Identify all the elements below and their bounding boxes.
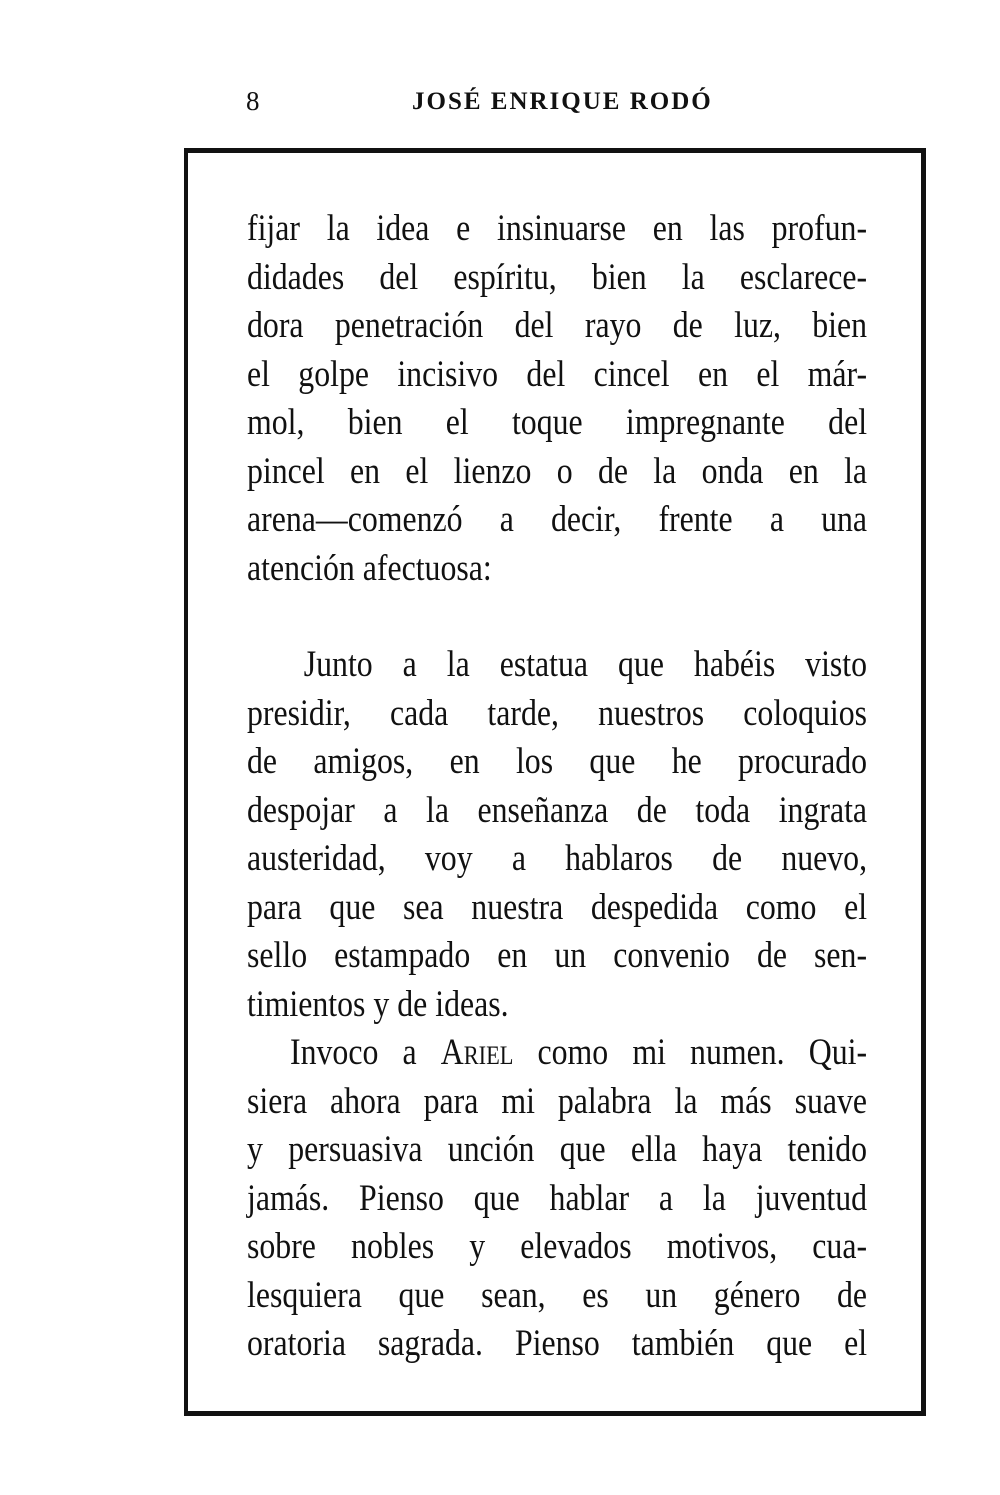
paragraph-continued bbox=[247, 205, 867, 593]
ariel-name: Ariel bbox=[440, 1032, 514, 1073]
text-line: jamás. Pienso que hablar a la juventud bbox=[247, 1177, 868, 1219]
running-head bbox=[0, 78, 1000, 128]
text-line: sobre nobles y elevados motivos, cua- bbox=[247, 1226, 868, 1267]
text-line: mol, bien el toque impregnante del bbox=[247, 402, 868, 443]
text-line: fijar la idea e insinuarse en las profun- bbox=[247, 208, 868, 249]
text-line: oratoria sagrada. Pienso también que el bbox=[247, 1323, 868, 1364]
text-line: Junto a la estatua que habéis visto bbox=[303, 644, 868, 685]
paragraph-invoco bbox=[247, 1029, 867, 1369]
text-line: didades del espíritu, bien la esclarece- bbox=[247, 256, 868, 298]
text-line: timientos y de ideas. bbox=[247, 983, 509, 1025]
text-line: para que sea nuestra despedida como el bbox=[247, 886, 868, 928]
text-fragment: Invoco a bbox=[290, 1032, 441, 1073]
text-line: arena—comenzó a decir, frente a una bbox=[247, 499, 868, 540]
text-line: lesquiera que sean, es un género de bbox=[247, 1274, 868, 1316]
page-number: 8 bbox=[246, 86, 261, 116]
text-line: austeridad, voy a hablaros de nuevo, bbox=[247, 838, 868, 879]
body-text bbox=[247, 205, 867, 1369]
text-line: el golpe incisivo del cincel en el már- bbox=[247, 353, 868, 395]
text-line: presidir, cada tarde, nuestros coloquios bbox=[247, 692, 868, 734]
text-line: de amigos, en los que he procurado bbox=[247, 741, 868, 782]
running-title: JOSÉ ENRIQUE RODÓ bbox=[412, 88, 713, 115]
text-line: pincel en el lienzo o de la onda en la bbox=[247, 450, 868, 492]
paragraph-junto bbox=[247, 641, 867, 1029]
text-line: dora penetración del rayo de luz, bien bbox=[247, 305, 868, 346]
text-line: siera ahora para mi palabra la más suave bbox=[247, 1080, 868, 1122]
text-line: sello estampado en un convenio de sen- bbox=[247, 935, 868, 976]
text-line: atención afectuosa: bbox=[247, 547, 492, 589]
text-fragment: como mi numen. Qui- bbox=[513, 1032, 868, 1073]
text-line bbox=[247, 1029, 867, 1078]
text-line: despojar a la enseñanza de toda ingrata bbox=[247, 789, 868, 831]
text-line: y persuasiva unción que ella haya tenido bbox=[247, 1129, 868, 1170]
